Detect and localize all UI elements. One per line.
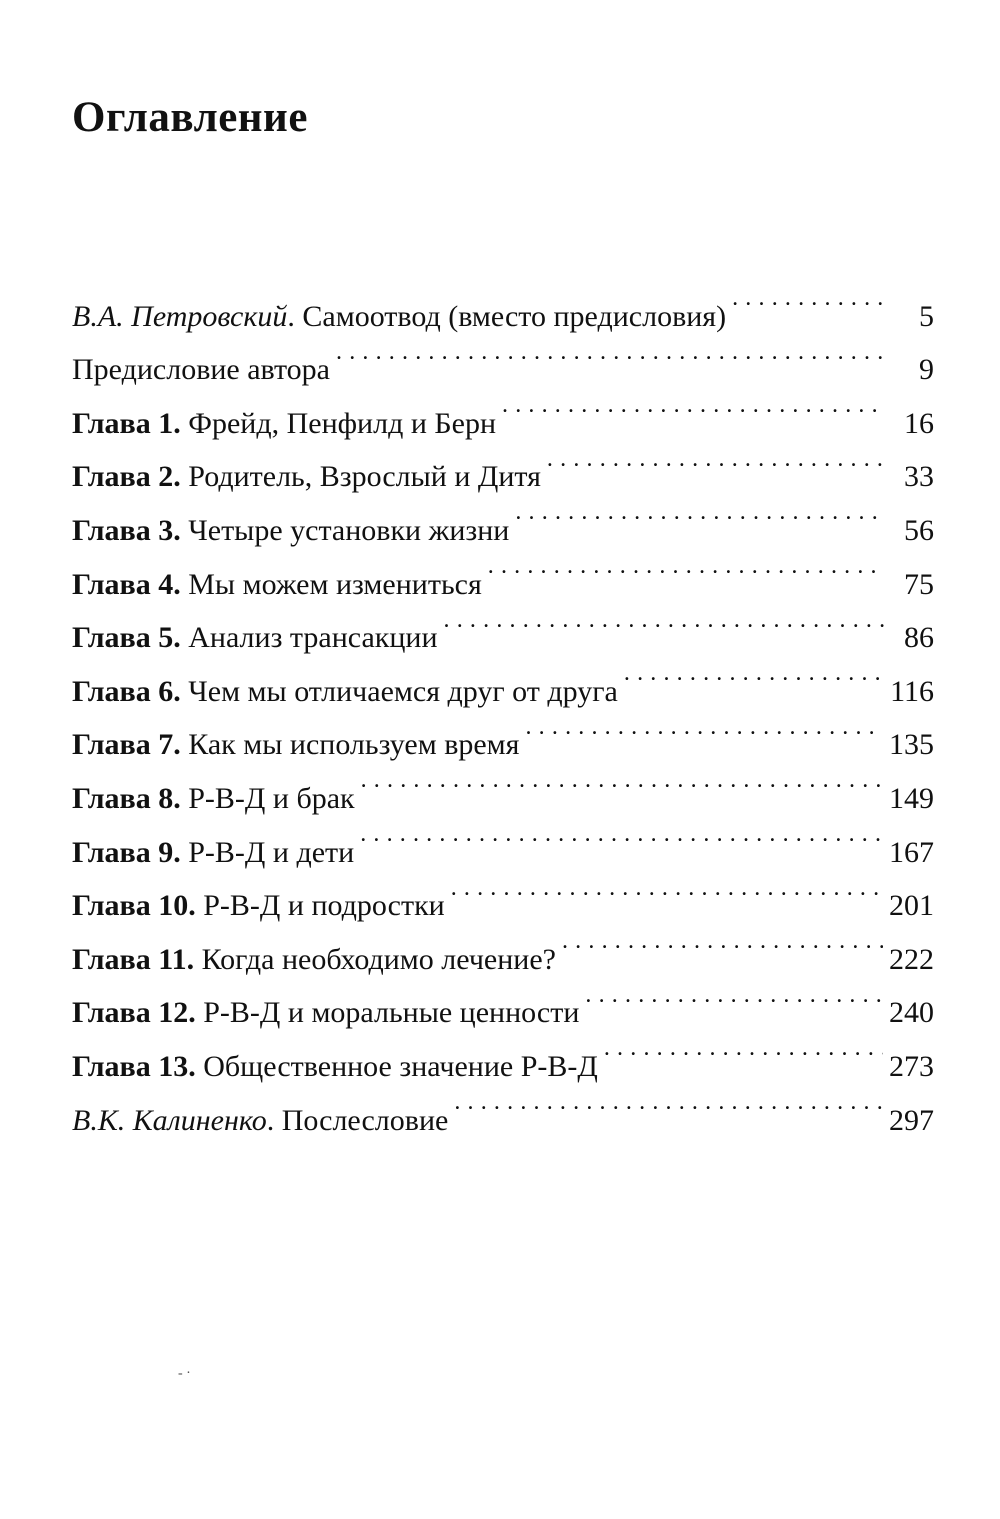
toc-entry-text: Родитель, Взрослый и Дитя (188, 460, 541, 494)
toc-entry-author: В.А. Петровский (72, 299, 288, 333)
toc-entry-text: Общественное значение Р-В-Д (203, 1049, 598, 1083)
toc-entry-author: В.К. Калиненко (72, 1103, 267, 1137)
toc-entry-chapter: Глава 9. (72, 835, 181, 869)
toc-entry-title (72, 879, 445, 933)
toc-entry-chapter: Глава 6. (72, 674, 181, 708)
toc-entry-page-number: 33 (904, 460, 934, 494)
dot-leader (585, 969, 883, 1023)
toc-entry-text: Как мы используем время (188, 728, 520, 762)
toc-entry-text: Когда необходимо лечение? (201, 942, 556, 976)
toc-entry-chapter: Глава 13. (72, 1049, 196, 1083)
toc-entry-text: Анализ трансакции (188, 621, 438, 655)
toc-entry-text: Четыре установки жизни (188, 513, 510, 547)
toc-entry-page-number: 201 (889, 889, 934, 923)
toc-entry-text: Р-В-Д и моральные ценности (203, 996, 580, 1030)
dot-leader (360, 808, 883, 862)
dot-leader (515, 486, 884, 540)
toc-entry-page-number: 135 (889, 728, 934, 762)
toc-entry-text: Фрейд, Пенфилд и Берн (188, 406, 496, 440)
dot-leader (624, 647, 884, 701)
toc-entry-chapter: Глава 11. (72, 942, 195, 976)
toc-entry-chapter: Глава 1. (72, 406, 181, 440)
dot-leader (336, 326, 884, 380)
toc-entry-chapter: Глава 5. (72, 621, 181, 655)
dot-leader (604, 1022, 883, 1076)
toc-entry-text: Предисловие автора (72, 353, 330, 387)
toc-entry-page-number: 75 (904, 567, 934, 601)
toc-entry-chapter: Глава 12. (72, 996, 196, 1030)
toc-entry-page-number: 116 (890, 674, 934, 708)
toc-entry-title (72, 826, 354, 880)
toc-entry-page-number: 240 (889, 996, 934, 1030)
toc-entry-title: В.К. Калиненко. Послесловие (72, 1103, 449, 1137)
table-of-contents (72, 272, 934, 1137)
toc-entry-page-number: 9 (919, 353, 934, 387)
toc-entry-page-number: 56 (904, 513, 934, 547)
toc-entry-page-number: 222 (889, 942, 934, 976)
toc-entry-title (72, 343, 330, 397)
toc-entry-title: В.А. Петровский. Самоотвод (вместо предисловия) (72, 299, 727, 333)
toc-entry-text: Мы можем измениться (188, 567, 482, 601)
toc-entry[interactable] (72, 272, 934, 333)
toc-entry-text: Р-В-Д и брак (188, 781, 355, 815)
dot-leader (547, 433, 884, 487)
toc-entry-title (72, 772, 355, 826)
toc-entry-text: Чем мы отличаемся друг от друга (188, 674, 618, 708)
dot-leader (525, 701, 883, 755)
toc-entry-title (72, 611, 438, 665)
toc-entry-title (72, 397, 496, 451)
dot-leader (451, 862, 883, 916)
toc-entry-title (72, 986, 579, 1040)
scan-specks: ‐ · (178, 1366, 191, 1381)
dot-leader (488, 540, 884, 594)
dot-leader (361, 754, 883, 808)
toc-entry-chapter: Глава 4. (72, 567, 181, 601)
toc-entry-chapter: Глава 3. (72, 513, 181, 547)
toc-entry-page-number: 16 (904, 406, 934, 440)
toc-entry-chapter: Глава 7. (72, 728, 181, 762)
toc-entry-page-number: 273 (889, 1049, 934, 1083)
toc-entry-page-number: 5 (919, 299, 934, 333)
page-title: Оглавление (72, 94, 308, 141)
toc-entry-page-number: 149 (889, 781, 934, 815)
toc-entry-chapter: Глава 2. (72, 460, 181, 494)
toc-entry-page-number: 297 (889, 1103, 934, 1137)
toc-entry-text: Самоотвод (вместо предисловия) (302, 299, 727, 333)
toc-entry-title (72, 933, 556, 987)
toc-entry-title (72, 450, 541, 504)
toc-entry-title (72, 504, 509, 558)
dot-leader (502, 379, 884, 433)
toc-entry-chapter: Глава 10. (72, 889, 196, 923)
toc-entry-page-number: 86 (904, 621, 934, 655)
dot-leader (444, 594, 884, 648)
dot-leader (454, 1076, 883, 1130)
toc-entry-page-number: 167 (889, 835, 934, 869)
toc-entry-text: Р-В-Д и подростки (203, 889, 445, 923)
toc-entry-title (72, 558, 482, 612)
toc-entry-text: Р-В-Д и дети (188, 835, 355, 869)
dot-leader (562, 915, 883, 969)
toc-entry-chapter: Глава 8. (72, 781, 181, 815)
toc-entry-text: Послесловие (281, 1103, 449, 1137)
dot-leader (732, 272, 884, 326)
